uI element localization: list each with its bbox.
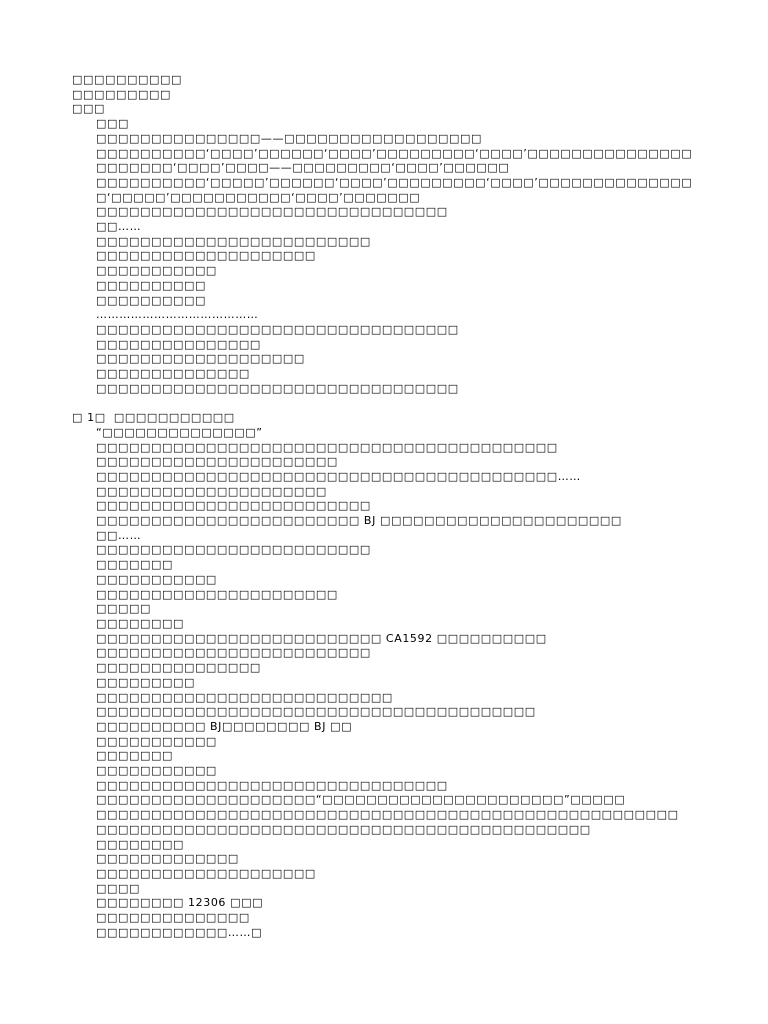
text-line: □□□□□□□□□□: [96, 278, 206, 292]
text-line: □□□□□: [96, 602, 151, 616]
text-line: □□□□□□□□□□□□□□□□□□□: [96, 352, 305, 366]
document-body: [72, 73, 696, 940]
text-line: □□……: [96, 528, 142, 542]
text-line: □□□□□□□□□□: [72, 73, 182, 86]
text-line: □□□□□□□□□□ BJ□□□□□□□□ BJ □□: [96, 719, 353, 733]
text-line: □ 1□ □□□□□□□□□□□: [72, 411, 235, 425]
text-line: □□……: [96, 220, 142, 234]
text-line: □□□□□□□□□□□□□□: [96, 367, 250, 381]
text-line: □□□□□□□: [96, 558, 173, 572]
text-line: □□□□□□□□□□‘□□□□’□□□□□□‘□□□□’□□□□□□□□□‘□□□□’□□□□□□□□□□□□□□□□□□□□□□‘□□□□’□□□□——□□□□□□□□□‘□□□□’□□□□□□: [96, 146, 693, 175]
text-line: □□□□□□□□□□□□□□□□□□□□□□□□□: [96, 234, 371, 248]
text-line: □□□□□□□□□□□□□□□□□□□□□□□□□: [96, 646, 371, 660]
text-line: □□□□□□□□□□□□□□□□□□□□□□□□□□□□□□□□□□□□□□□□□□□□□: [96, 822, 591, 836]
text-line: □□□□□□□□□□□□□□□□□□□□: [96, 866, 316, 880]
text-line: □□□□□□□□□□□□□□□□□□□□: [96, 249, 316, 263]
text-line: □□□□□□□□: [96, 837, 184, 851]
text-line: □□□□□□□□□□□□□□□□□□□□□□□□□: [96, 499, 371, 513]
text-line: □□□□□□□□□□□: [96, 264, 217, 278]
text-line: □□□□□□□□□□□□□□□□□□□□□□□□□□□□□□□□□: [96, 322, 459, 336]
text-line: □□□□□□□: [96, 749, 173, 763]
text-line: □□□□□□□□□□□□□□□: [96, 337, 261, 351]
text-line: □□□□□□□□□□□□□□□□□□□□□□□□□□□□□□□□□□□□□□□□: [96, 705, 536, 719]
text-line: □□□□□□□□□□□: [96, 572, 217, 586]
text-line: □□□□□□□□□□□□□□□: [96, 661, 261, 675]
blank-line: [72, 396, 696, 411]
text-line: □□□□□□□□□□□: [96, 734, 217, 748]
text-line: □□□□□□□□□□□□……□: [96, 925, 263, 939]
text-line: “□□□□□□□□□□□□□□”: [96, 425, 263, 439]
text-line: □□□□□□□□□□□□□□□□□□□□□: [96, 484, 327, 498]
text-line: □□□: [96, 117, 129, 131]
text-line: □□□□□□□□□□□: [96, 764, 217, 778]
text-line: □□□□□□□□□□□□□□□□□□□□□□: [96, 455, 338, 469]
text-line: □□□: [72, 102, 105, 116]
text-line: □□□□□□□□□□□□□□: [96, 911, 250, 925]
text-line: □□□□□□□□□□□□□□□□□□□□□□□□□: [96, 543, 371, 557]
text-line: □□□□□□□□ 12306 □□□: [96, 896, 264, 910]
text-line: □□□□□□□□□□□□□: [96, 852, 239, 866]
text-line: □□□□□□□□: [96, 617, 184, 630]
text-line: □□□□□□□□□□□□□□□□□□□□□□□□□□□□□□□□: [96, 205, 448, 219]
text-line: □□□□□□□□□□□□□□□□□□□□□□□□ BJ □□□□□□□□□□□□□□□□□□□□□□: [96, 514, 622, 528]
text-line: □□□□□□□□□□□□□□□□□□□□□□□□□□□□□□□□□□□□□□□□□□……: [96, 469, 581, 483]
text-line: □□□□□□□□□□: [96, 293, 206, 307]
text-line: □□□□: [96, 881, 140, 895]
text-line: □□□□□□□□□□□□□□□□□□□□□□□□□□□□□□□□: [96, 778, 448, 792]
text-line: ……………………………………: [96, 308, 259, 322]
text-line: □□□□□□□□□□□□□□□□□□□□□□□□□□□□□□□□□□□□□□□□□□□□□□□□□□□□□: [96, 808, 679, 822]
text-line: □□□□□□□□□□‘□□□□□’□□□□□□‘□□□□’□□□□□□□□□‘□□□□’□□□□□□□□□□□□□□□‘□□□□□’□□□□□□□□□□□‘□□□□’□□□□□□□: [96, 175, 693, 204]
text-line: □□□□□□□□□□□□□□□□□□□□□□□□□□ CA1592 □□□□□□□□□□: [96, 631, 547, 645]
text-line: □□□□□□□□□: [96, 675, 195, 689]
text-line: □□□□□□□□□□□□□□□□□□□□□□: [96, 587, 338, 601]
text-line: □□□□□□□□□□□□□□□□□□□□□□□□□□□: [96, 690, 393, 704]
text-line: □□□□□□□□□□□□□□□□□□□□“□□□□□□□□□□□□□□□□□□□□□□”□□□□□: [96, 793, 626, 807]
text-line: □□□□□□□□□: [72, 87, 171, 101]
text-line: □□□□□□□□□□□□□□□——□□□□□□□□□□□□□□□□□□: [96, 131, 482, 145]
text-line: □□□□□□□□□□□□□□□□□□□□□□□□□□□□□□□□□□□□□□□□□□: [96, 440, 558, 454]
text-line: □□□□□□□□□□□□□□□□□□□□□□□□□□□□□□□□□: [96, 381, 459, 395]
